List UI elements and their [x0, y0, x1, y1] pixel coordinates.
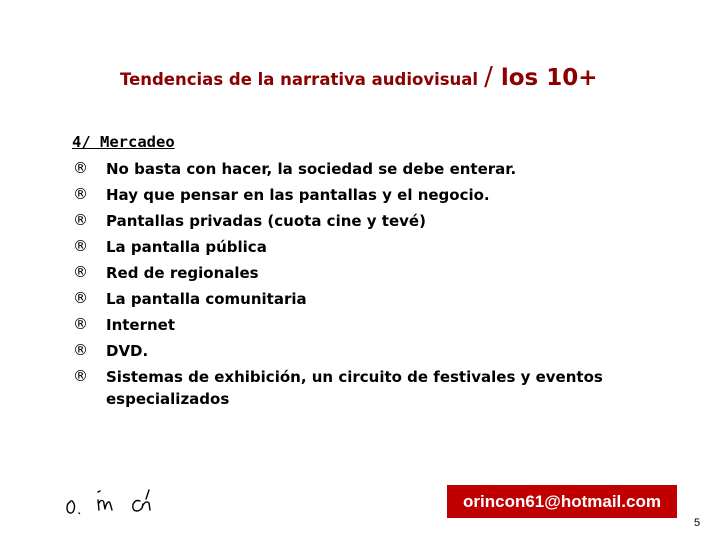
bullet-text: Red de regionales: [106, 264, 259, 282]
bullet-text: DVD.: [106, 342, 149, 360]
slide-title: [120, 62, 598, 92]
registered-bullet-icon: ®: [73, 185, 88, 203]
list-item: [72, 364, 632, 412]
list-item: [72, 208, 632, 234]
list-item: [72, 234, 632, 260]
title-separator: /: [484, 62, 493, 92]
bullet-text: Pantallas privadas (cuota cine y tevé): [106, 212, 426, 230]
list-item: [72, 286, 632, 312]
list-item: [72, 156, 632, 182]
bullet-text: Internet: [106, 316, 176, 334]
bullet-text: La pantalla pública: [106, 238, 267, 256]
bullet-text: La pantalla comunitaria: [106, 290, 307, 308]
registered-bullet-icon: ®: [73, 341, 88, 359]
registered-bullet-icon: ®: [73, 289, 88, 307]
list-item: [72, 182, 632, 208]
bullet-list: [72, 156, 632, 412]
registered-bullet-icon: ®: [73, 211, 88, 229]
handwritten-signature: [62, 470, 182, 520]
list-item: [72, 260, 632, 286]
section-heading: 4/ Mercadeo: [72, 133, 175, 151]
registered-bullet-icon: ®: [73, 237, 88, 255]
bullet-text: Sistemas de exhibición, un circuito de festivales y eventos especializados: [106, 368, 603, 408]
title-highlight: los 10+: [500, 65, 598, 91]
email-badge: orincon61@hotmail.com: [447, 485, 677, 518]
registered-bullet-icon: ®: [73, 367, 88, 385]
bullet-text: No basta con hacer, la sociedad se debe enterar.: [106, 160, 517, 178]
title-main: Tendencias de la narrativa audiovisual: [120, 70, 479, 89]
registered-bullet-icon: ®: [73, 263, 88, 281]
registered-bullet-icon: ®: [73, 159, 88, 177]
list-item: [72, 312, 632, 338]
page-number: 5: [694, 517, 701, 529]
registered-bullet-icon: ®: [73, 315, 88, 333]
bullet-text: Hay que pensar en las pantallas y el negocio.: [106, 186, 490, 204]
list-item: [72, 338, 632, 364]
